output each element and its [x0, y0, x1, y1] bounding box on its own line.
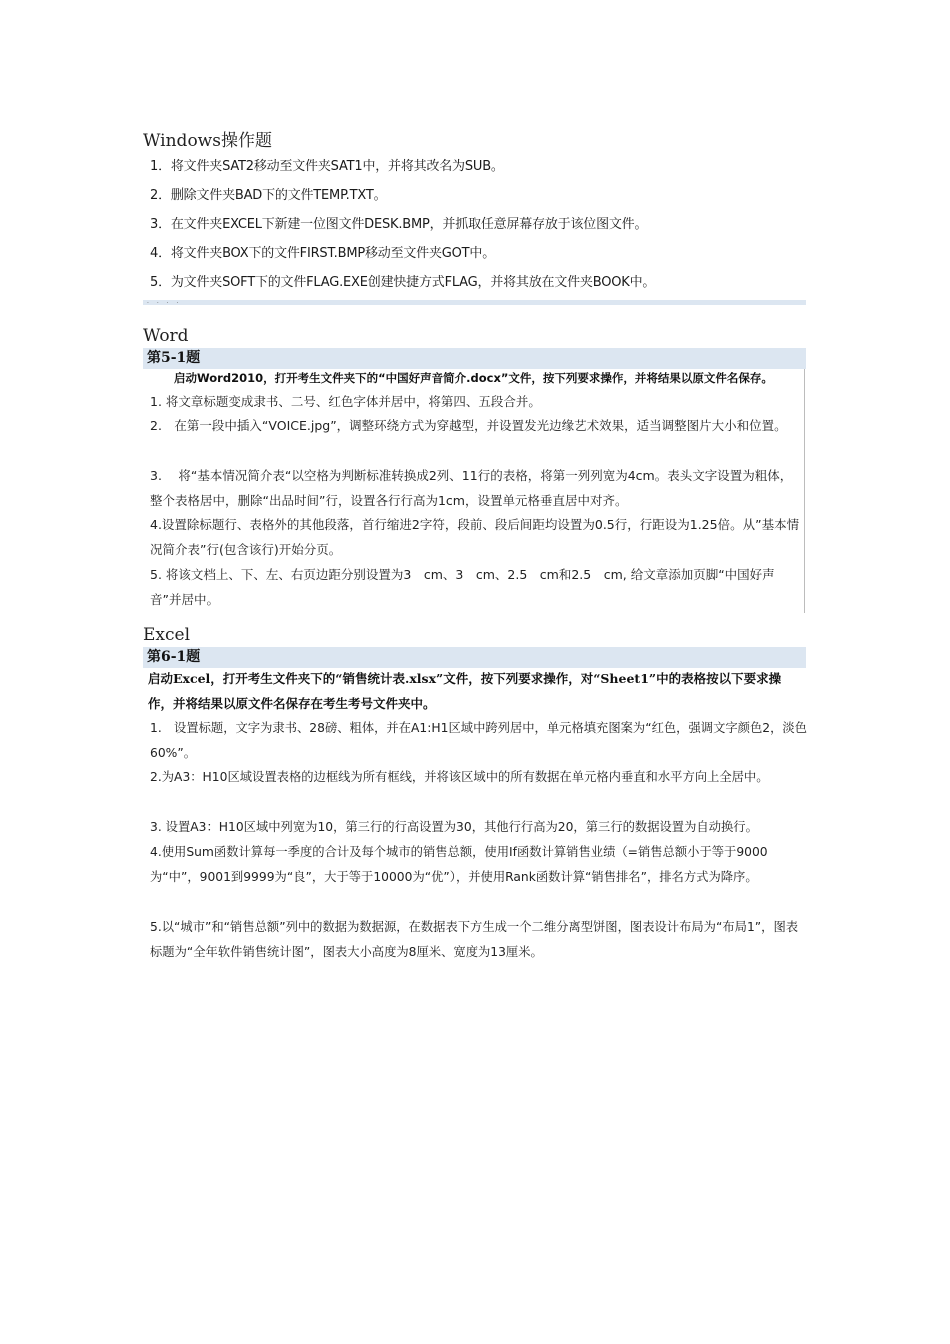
excel-task-5: 5.以“城市”和“销售总额”列中的数据为数据源，在数据表下方生成一个二维分离型饼图，图表设计布局为“布局1”，图表标题为“全年软件销售统计图”，图表大小高度为8厘米、宽度为13厘米。: [150, 920, 799, 959]
word-task-2: 2. 在第一段中插入“VOICE.jpg”，调整环绕方式为穿越型，并设置发光边缘艺术效果，适当调整图片大小和位置。: [150, 418, 787, 433]
cropped-header-band: [143, 300, 806, 305]
word-question-header: 第5-1题: [143, 348, 806, 369]
excel-task-2: 2.为A3：H10区域设置表格的边框线为所有框线，并将该区域中的所有数据在单元格内垂直和水平方向上全居中。: [150, 770, 769, 784]
windows-task-5: 5．为文件夹SOFT下的文件FLAG.EXE创建快捷方式FLAG，并将其放在文件夹BOOK中。: [150, 275, 656, 290]
word-section-title: Word: [143, 326, 189, 346]
cropped-text-fragment: · · · ·: [147, 300, 182, 307]
excel-task-3: 3. 设置A3：H10区域中列宽为10，第三行的行高设置为30，其他行行高为20，第三行的数据设置为自动换行。: [150, 820, 758, 834]
windows-section-title: Windows操作题: [143, 131, 272, 151]
word-task-1: 1. 将文章标题变成隶书、二号、红色字体并居中，将第四、五段合并。: [150, 394, 541, 409]
windows-task-1: 1．将文件夹SAT2移动至文件夹SAT1中，并将其改名为SUB。: [150, 159, 504, 174]
windows-task-2: 2．删除文件夹BAD下的文件TEMP.TXT。: [150, 188, 387, 203]
windows-task-4: 4．将文件夹BOX下的文件FIRST.BMP移动至文件夹GOT中。: [150, 246, 496, 261]
excel-section-title: Excel: [143, 625, 191, 645]
word-intro: 启动Word2010，打开考生文件夹下的“中国好声音简介.docx”文件，按下列要求操作，并将结果以原文件名保存。: [174, 371, 773, 385]
excel-task-1: 1. 设置标题，文字为隶书、28磅、粗体，并在A1:H1区域中跨列居中，单元格填充图案为“红色，强调文字颜色2，淡色60%”。: [150, 721, 807, 760]
word-task-5: 5. 将该文档上、下、左、右页边距分别设置为3 cm、3 cm、2.5 cm和2.5 cm, 给文章添加页脚“中国好声音”并居中。: [150, 567, 775, 607]
excel-question-header: 第6-1题: [143, 647, 806, 668]
word-task-3: 3. 将“基本情况简介表“以空格为判断标准转换成2列、11行的表格，将第一列列宽为4cm。表头文字设置为粗体，整个表格居中，删除“出品时间”行，设置各行行高为1cm，设置单元格垂直居中对齐。: [150, 468, 793, 508]
windows-task-3: 3．在文件夹EXCEL下新建一位图文件DESK.BMP，并抓取任意屏幕存放于该位图文件。: [150, 217, 648, 232]
excel-intro: 启动Excel，打开考生文件夹下的“销售统计表.xlsx”文件，按下列要求操作，对“Sheet1”中的表格按以下要求操作，并将结果以原文件名保存在考生考号文件夹中。: [148, 671, 782, 711]
excel-task-4: 4.使用Sum函数计算每一季度的合计及每个城市的销售总额，使用If函数计算销售业绩（=销售总额小于等于9000为“中”，9001到9999为“良”，大于等于10000为“优”），并使用Rank函数计算“销售排名”，排名方式为降序。: [150, 845, 768, 884]
windows-task-list: [150, 152, 810, 297]
word-task-4: 4.设置除标题行、表格外的其他段落，首行缩进2字符，段前、段后间距均设置为0.5行，行距设为1.25倍。从”基本情况简介表”行(包含该行)开始分页。: [150, 517, 800, 557]
word-box-right-border: [804, 369, 805, 613]
